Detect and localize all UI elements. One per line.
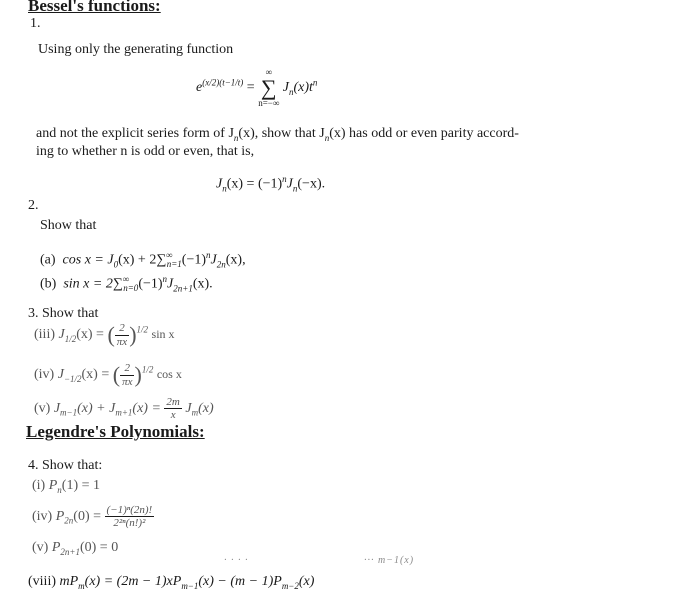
sum-lower-limit: n=−∞ — [258, 98, 280, 108]
parity-equation: $J_n(x) = (-1)^nJ_n(-x)$. — [216, 174, 326, 194]
q4-part-i: (i) $P_n(1) = 1$ — [32, 478, 101, 495]
q4-intro: 4. Show that: — [28, 458, 103, 473]
legendre-heading: Legendre's Polynomials: — [26, 422, 205, 441]
q3-intro: 3. Show that — [28, 306, 99, 321]
bessel-heading: Bessel's functions: — [28, 0, 161, 15]
gen-rhs: $J_n(x)t^n$ — [282, 77, 318, 98]
generating-function-equation: $e^{(x/2)(t-1/t)}$ = ∞ ∑ n=−∞ $J_n(x)t^n$ — [196, 67, 318, 108]
q4-part-viii: (viii) $mP_m(x) = (2m - 1)xP_{m-1}(x) - (m - 1)P_{m-2}(x)$ — [28, 574, 315, 591]
q3-part-iii: (iii) $J_{1/2}(x)$ = ( $\frac{2}{\pi x}$ )$^{1/2}$ sin x — [34, 322, 175, 348]
gen-exponent: (x/2)(t−1/t) — [202, 77, 244, 88]
q1-text-line1: and not the explicit series form of $J_n(x)$, show that $J_n(x)$ has odd or even parity accord- — [36, 126, 519, 143]
q2-intro: Show that — [40, 218, 97, 233]
sum-symbol: ∞ ∑ n=−∞ — [258, 67, 280, 108]
q3-part-iv: (iv) $J_{-1/2}(x)$ = ( $\frac{2}{\pi x}$ )$^{1/2}$ cos x — [34, 362, 182, 388]
partial-cutoff-line: · · · · ··· m−1(x) — [224, 555, 415, 566]
q1-text-line2: ing to whether n is odd or even, that is, — [36, 144, 255, 159]
q2-part-b: (b) $\sin x = 2\sum^\infty_{n=0}(-1)^nJ_{2n+1}(x)$. — [40, 274, 213, 294]
q1-number: 1. — [30, 16, 41, 31]
q1-intro: Using only the generating function — [38, 42, 234, 57]
sum-upper-limit: ∞ — [265, 67, 272, 77]
q3-part-v: (v) $J_{m-1}(x) + J_{m+1}(x)$ = $\frac{2m}{x}$ $J_m(x)$ — [34, 396, 214, 422]
q4-part-iv: (iv) $P_{2n}(0)$ = $\frac{\text{(−1)ⁿ(2n)!}}{\text{2²ⁿ(n!)²}}$ — [32, 504, 153, 530]
gen-equals: = — [246, 80, 255, 96]
q2-part-a: (a) $\cos x = J_0(x) + 2\sum^\infty_{n=1}(-1)^nJ_{2n}(x)$, — [40, 250, 246, 270]
q2-number: 2. — [28, 198, 39, 213]
q4-part-v: (v) $P_{2n+1}(0) = 0$ — [32, 540, 119, 557]
